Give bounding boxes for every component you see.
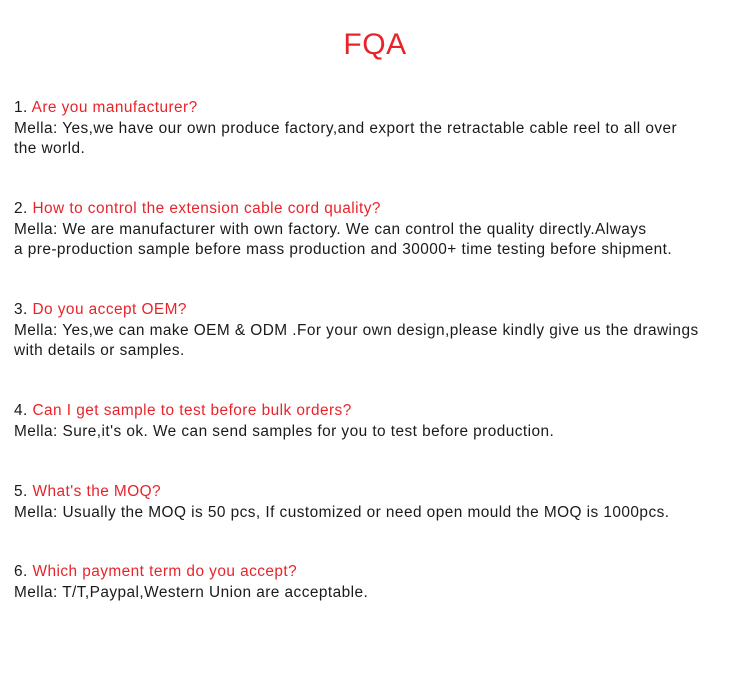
- question-number: 4.: [14, 402, 28, 419]
- faq-item-3: [14, 300, 744, 362]
- faq-question: [14, 401, 744, 422]
- answer-line: Mella: Yes,we have our own produce factory,and export the retractable cable reel to all over: [14, 119, 678, 137]
- answer-line: with details or samples.: [14, 342, 185, 359]
- question-number: 3.: [14, 301, 28, 318]
- question-text: Which payment term do you accept?: [32, 563, 298, 580]
- question-number: 1.: [14, 99, 28, 116]
- faq-question: [14, 300, 744, 321]
- answer-line: a pre-production sample before mass production and 30000+ time testing before shipment.: [14, 241, 673, 258]
- faq-question: [14, 199, 744, 220]
- answer-line: Mella: T/T,Paypal,Western Union are acceptable.: [14, 583, 369, 601]
- faq-item-1: [14, 98, 744, 160]
- answer-line: Mella: Sure,it's ok. We can send samples for you to test before production.: [14, 422, 555, 440]
- question-number: 5.: [14, 483, 28, 500]
- question-text: Do you accept OEM?: [32, 301, 187, 318]
- question-text: Can I get sample to test before bulk orders?: [32, 402, 352, 419]
- answer-line: Mella: Usually the MOQ is 50 pcs, If customized or need open mould the MOQ is 1000pcs.: [14, 503, 670, 521]
- question-text: Are you manufacturer?: [31, 99, 198, 116]
- answer-line: Mella: Yes,we can make OEM & ODM .For your own design,please kindly give us the drawings: [14, 321, 699, 339]
- faq-item-4: [14, 401, 744, 442]
- question-number: 2.: [14, 200, 28, 217]
- faq-question: [14, 562, 744, 583]
- answer-line: Mella: We are manufacturer with own factory. We can control the quality directly.Always: [14, 220, 647, 238]
- faq-item-6: [14, 562, 744, 603]
- faq-item-5: [14, 482, 744, 523]
- faq-question: [14, 98, 744, 119]
- question-number: 6.: [14, 563, 28, 580]
- question-text: What's the MOQ?: [32, 483, 162, 500]
- faq-question: [14, 482, 744, 503]
- question-text: How to control the extension cable cord quality?: [32, 200, 381, 217]
- page-title: FQA: [343, 28, 407, 61]
- answer-line: the world.: [14, 140, 86, 157]
- faq-item-2: [14, 199, 744, 261]
